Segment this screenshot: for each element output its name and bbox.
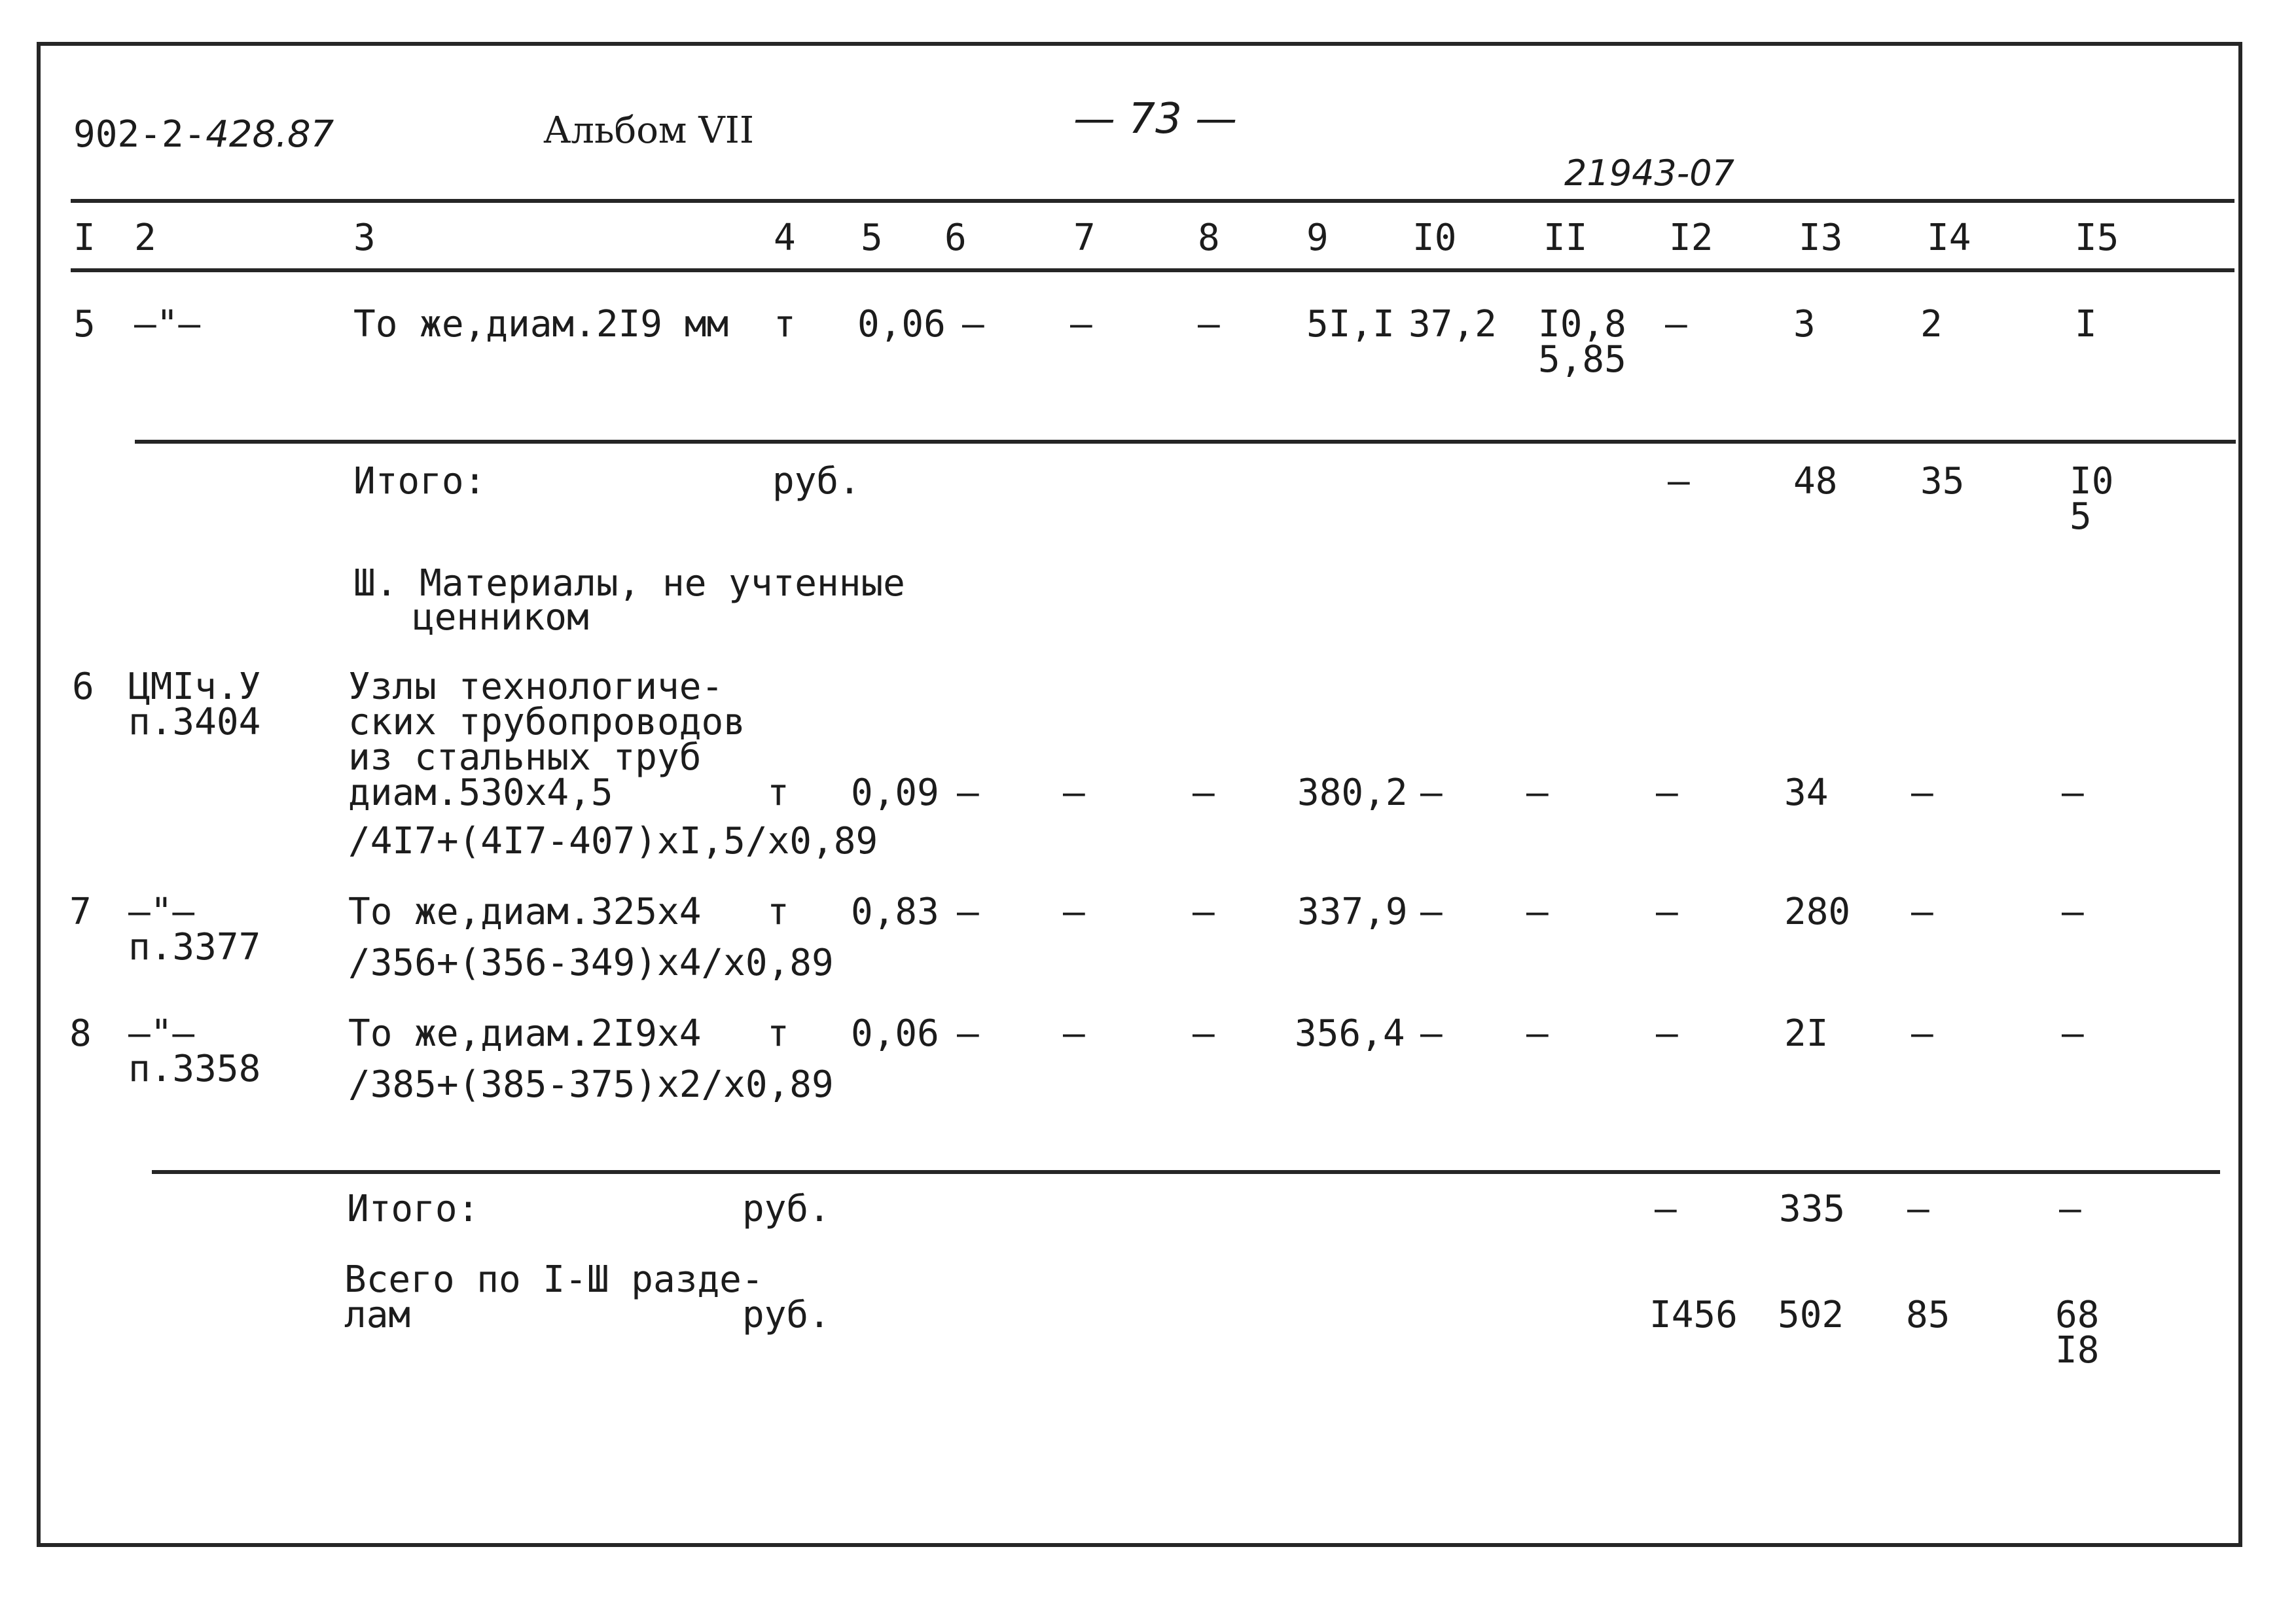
row-col8: – (1198, 303, 1220, 346)
row-col12: – (1665, 303, 1687, 346)
row-col15: I (2075, 303, 2097, 346)
subtotal-col13: 48 (1793, 460, 1838, 503)
col-num-8: 8 (1198, 217, 1220, 259)
col-num-14: I4 (1927, 217, 1971, 259)
doc-code (73, 113, 334, 156)
row-unit: т (767, 1012, 789, 1055)
col-num-2: 2 (134, 217, 156, 259)
row-col14: – (1911, 1012, 1933, 1055)
row-col11: – (1526, 772, 1549, 814)
doc-code-handwritten: 428.87 (206, 113, 334, 156)
row-code-ref: п.3404 (128, 701, 261, 743)
row-col15: – (2062, 772, 2084, 814)
row-unit: т (767, 891, 789, 933)
row-col5: 0,83 (851, 891, 939, 933)
row-col5: 0,06 (851, 1012, 939, 1055)
grand-total-label-1: Всего по I-Ш разде- (344, 1258, 764, 1301)
row-col13: 34 (1784, 772, 1829, 814)
row-col12: – (1656, 891, 1678, 933)
row-description-4: диам.530х4,5 (348, 772, 613, 814)
subtotal-unit: руб. (772, 460, 861, 503)
row-col6: – (957, 891, 979, 933)
row-col5: 0,06 (857, 303, 946, 346)
subtotal-col15: – (2059, 1188, 2081, 1230)
col-num-12: I2 (1669, 217, 1713, 259)
row-col7: – (1063, 772, 1085, 814)
row-col10: 37,2 (1408, 303, 1497, 346)
header-rule-top (71, 199, 2234, 203)
row-description: То же,диам.2I9 мм (353, 303, 729, 346)
subtotal-label: Итого: (353, 460, 486, 503)
row-col8: – (1193, 1012, 1215, 1055)
row-code-ref: п.3377 (128, 926, 261, 969)
col-num-7: 7 (1073, 217, 1096, 259)
row-col14: 2 (1920, 303, 1943, 346)
col-num-9: 9 (1306, 217, 1329, 259)
subtotal-col14: – (1907, 1188, 1929, 1230)
subtotal-col15-b: 5 (2070, 495, 2092, 538)
subtotal-unit: руб. (742, 1188, 831, 1230)
grand-total-label-2: лам (344, 1294, 411, 1336)
row-number: 8 (69, 1012, 92, 1055)
row-col15: – (2062, 891, 2084, 933)
subtotal2-rule (152, 1170, 2220, 1174)
row-col7: – (1070, 303, 1092, 346)
col-num-13: I3 (1799, 217, 1843, 259)
row-code: –"– (128, 1012, 195, 1055)
row-formula: /356+(356-349)х4/х0,89 (348, 942, 834, 984)
row-col13: 3 (1793, 303, 1816, 346)
row-col9: 380,2 (1297, 772, 1408, 814)
row-col10: – (1420, 891, 1443, 933)
row-number: 7 (69, 891, 92, 933)
row-formula: /385+(385-375)х2/х0,89 (348, 1063, 834, 1106)
grand-total-unit: руб. (742, 1294, 831, 1336)
grand-total-col15-a: 68 (2055, 1294, 2100, 1336)
col-num-5: 5 (861, 217, 883, 259)
col-num-6: 6 (944, 217, 967, 259)
row-col5: 0,09 (851, 772, 939, 814)
col-num-10: I0 (1412, 217, 1457, 259)
page-number: — 73 — (1073, 95, 1238, 143)
row-col9: 356,4 (1295, 1012, 1405, 1055)
row-code: –"– (134, 303, 201, 346)
subtotal-col12: – (1655, 1188, 1677, 1230)
row-col11-b: 5,85 (1538, 338, 1626, 381)
stamp-number: 21943-07 (1564, 152, 1734, 194)
grand-total-col14: 85 (1906, 1294, 1950, 1336)
row-col8: – (1193, 772, 1215, 814)
row-col14: – (1911, 891, 1933, 933)
row-unit: т (767, 772, 789, 814)
section-heading: Ш. Материалы, не учтенные (353, 562, 905, 605)
subtotal-label: Итого: (347, 1188, 480, 1230)
grand-total-col13: 502 (1778, 1294, 1844, 1336)
row-col11: – (1526, 1012, 1549, 1055)
grand-total-col15-b: I8 (2055, 1329, 2100, 1372)
subtotal-col13: 335 (1779, 1188, 1846, 1230)
col-num-11: II (1543, 217, 1588, 259)
row-unit: т (774, 303, 796, 346)
row-col6: – (957, 1012, 979, 1055)
album-label: Альбом VII (543, 109, 754, 152)
doc-code-prefix: 902-2- (73, 113, 206, 156)
row-col6: – (957, 772, 979, 814)
subtotal-col15-a: I0 (2070, 460, 2114, 503)
row-col9: 337,9 (1297, 891, 1408, 933)
row-col10: – (1420, 1012, 1443, 1055)
row-col7: – (1063, 1012, 1085, 1055)
row-col14: – (1911, 772, 1933, 814)
row-col13: 280 (1784, 891, 1851, 933)
row-col10: – (1420, 772, 1443, 814)
row-code: ЦМIч.У (128, 666, 261, 708)
col-num-15: I5 (2075, 217, 2119, 259)
row-description-1: Узлы технологиче- (348, 666, 724, 708)
col-num-3: 3 (353, 217, 376, 259)
grand-total-col12: I456 (1649, 1294, 1738, 1336)
row-col7: – (1063, 891, 1085, 933)
row-col15: – (2062, 1012, 2084, 1055)
row-col6: – (962, 303, 984, 346)
row-col9: 5I,I (1306, 303, 1395, 346)
row-col12: – (1656, 1012, 1678, 1055)
header-rule-bottom (71, 268, 2234, 272)
subtotal-col14: 35 (1920, 460, 1965, 503)
row-col8: – (1193, 891, 1215, 933)
row-code-ref: п.3358 (128, 1048, 261, 1090)
col-num-4: 4 (774, 217, 796, 259)
row-number: 5 (73, 303, 96, 346)
row-col13: 2I (1784, 1012, 1829, 1055)
row-col12: – (1656, 772, 1678, 814)
row-col11-a: I0,8 (1538, 303, 1626, 346)
col-num-1: I (73, 217, 96, 259)
row-description-1: То же,диам.325х4 (348, 891, 702, 933)
subtotal-col12: – (1668, 460, 1690, 503)
row-code: –"– (128, 891, 195, 933)
row-description-3: из стальных труб (348, 736, 702, 779)
row-formula: /4I7+(4I7-407)хI,5/х0,89 (348, 820, 878, 862)
subtotal1-rule (135, 440, 2236, 444)
section-heading-cont: ценником (412, 596, 589, 639)
row-description-1: То же,диам.2I9х4 (348, 1012, 702, 1055)
row-description-2: ских трубопроводов (348, 701, 745, 743)
row-col11: – (1526, 891, 1549, 933)
row-number: 6 (72, 666, 94, 708)
